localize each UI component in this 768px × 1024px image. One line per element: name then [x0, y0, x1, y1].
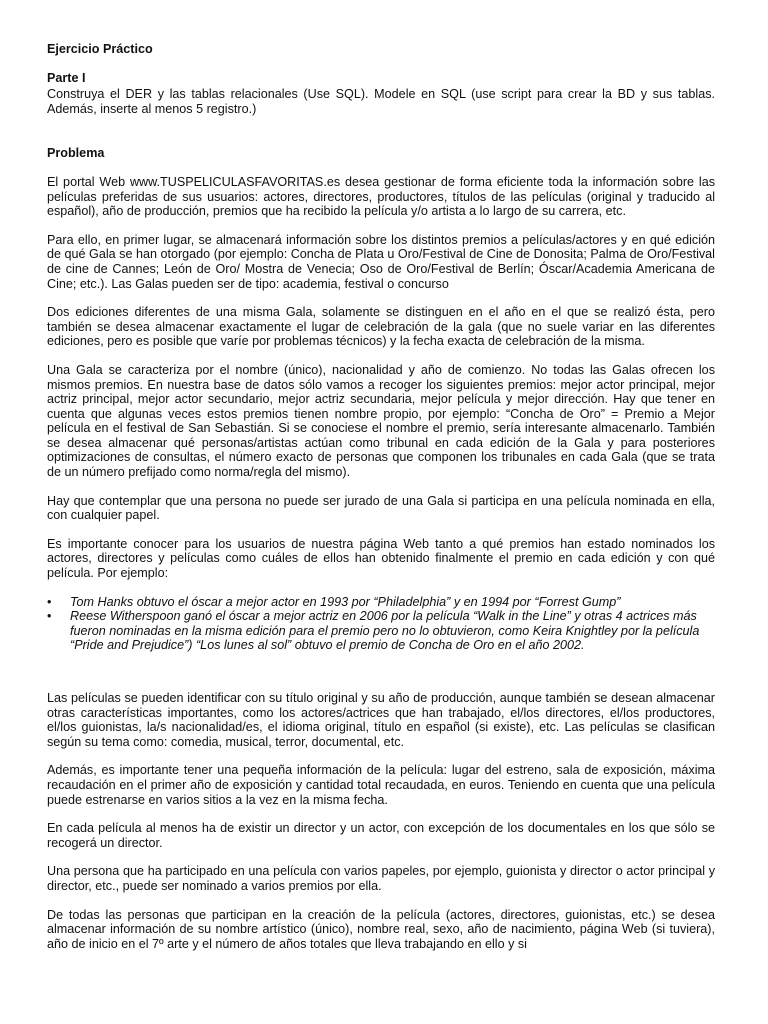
list-item-text: Tom Hanks obtuvo el óscar a mejor actor en 1993 por “Philadelphia” y en 1994 por “Forrest Gump”: [70, 594, 621, 609]
paragraph: Hay que contemplar que una persona no puede ser jurado de una Gala si participa en una película nominada en ella, con cualquier papel.: [47, 493, 715, 523]
paragraph: En cada película al menos ha de existir un director y un actor, con excepción de los documentales en los que sólo se recogerá un director.: [47, 821, 715, 850]
part1-heading: Parte I: [47, 70, 86, 85]
paragraph: De todas las personas que participan en la creación de la película (actores, directores, guionistas, etc.) se desea almacenar información de su nombre artístico (único), nombre real, sexo, año de nacimiento, página Web (si tuviera), año de inicio en el 7º arte y el número de años totales que lleva trabajando en ello y si: [47, 907, 715, 951]
paragraph: Es importante conocer para los usuarios de nuestra página Web tanto a qué premios han estado nominados los actores, directores y películas como cuáles de ellos han obtenido finalmente el premio en cada edición y con qué película. Por ejemplo:: [47, 536, 715, 581]
paragraph: Además, es importante tener una pequeña información de la película: lugar del estreno, sala de exposición, máxima recaudación en el primer año de exposición y cantidad total recaudada, en euros. Teniendo en cuenta que una película puede estrenarse en varios sitios a la vez en la misma fecha.: [47, 763, 715, 807]
part1-text: Construya el DER y las tablas relacionales (Use SQL). Modele en SQL (use script para crear la BD y sus tablas. Además, inserte al menos 5 registro.): [47, 87, 715, 116]
paragraph: Las películas se pueden identificar con su título original y su año de producción, aunque también se desean almacenar otras características importantes, como los actores/actrices que han trabajado, el/los directores, el/los productores, el/los guionistas, la/s nacionalidad/es, el idioma original, título en español (si existe), etc. Las películas se clasifican según su tema como: comedia, musical, terror, documental, etc.: [47, 691, 715, 749]
paragraph: Una persona que ha participado en una película con varios papeles, por ejemplo, guionista y director o actor principal y director, etc., puede ser nominado a varios premios por ella.: [47, 864, 715, 893]
bullet-icon: •: [47, 609, 52, 624]
paragraph: Dos ediciones diferentes de una misma Gala, solamente se distinguen en el año en el que se realizó ésta, pero también se desea almacenar exactamente el lugar de celebración de la gala (que no suele variar en las diferentes ediciones, pero es posible que varíe por problemas técnicos) y la fecha exacta de celebración de la misma.: [47, 305, 715, 349]
paragraph: Una Gala se caracteriza por el nombre (único), nacionalidad y año de comienzo. No todas las Galas ofrecen los mismos premios. En nuestra base de datos sólo vamos a recoger los siguientes premios: mejor actor principal, mejor actriz principal, mejor actor secundario, mejor actriz secundaria, mejor película y mejor dirección. Hay que tener en cuenta que algunas veces estos premios tienen nombre propio, por ejemplo: “Concha de Oro” = Premio a Mejor película en el festival de San Sebastián. Si se conociese el nombre el premio, sería interesante almacenarlo. También se desea almacenar qué personas/artistas actúan como tribunal en cada edición de la Gala y para posteriores optimizaciones de consultas, el número exacto de personas que componen los tribunales en cada Gala (que se trata de un número prefijado como norma/regla del mismo).: [47, 362, 715, 480]
problem-heading: Problema: [47, 146, 105, 161]
paragraph: Para ello, en primer lugar, se almacenará información sobre los distintos premios a películas/actores y en qué edición de qué Gala se han otorgado (por ejemplo: Concha de Plata u Oro/Festival de Cine de Donosita; Palma de Oro/Festival de cine de Cannes; León de Oro/ Mostra de Venecia; Oso de Oro/Festival de Berlín; Óscar/Academia Americana de Cine; etc.). Las Galas pueden ser de tipo: academia, festival o concurso: [47, 232, 715, 291]
list-item: [47, 609, 715, 653]
examples-list: [47, 595, 715, 653]
list-item: [47, 595, 715, 610]
paragraph: El portal Web www.TUSPELICULASFAVORITAS.es desea gestionar de forma eficiente toda la información sobre las películas preferidas de sus usuarios: actores, directores, productores, títulos de las películas (original y traducido al español), año de producción, premios que ha recibido la película y/o artista a lo largo de su carrera, etc.: [47, 174, 715, 219]
list-item-text: Reese Witherspoon ganó el óscar a mejor actriz en 2006 por la película “Walk in the Line” y otras 4 actrices más fueron nominadas en la misma edición para el premio pero no lo obtuvieron, como Keira Knightley por la película “Pride and Prejudice”) “Los lunes al sol” obtuvo el premio de Concha de Oro en el año 2002.: [70, 609, 700, 653]
document-title: Ejercicio Práctico: [47, 42, 153, 56]
bullet-icon: •: [47, 594, 52, 609]
